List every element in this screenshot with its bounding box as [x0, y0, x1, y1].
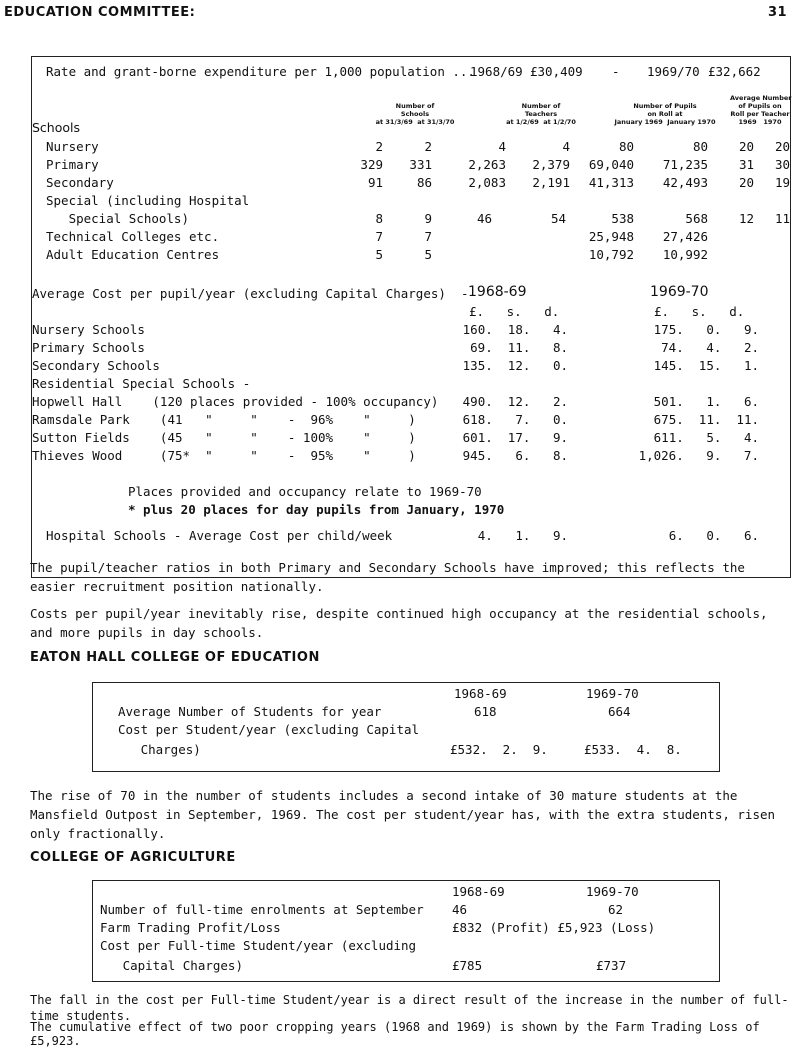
cost-1968: 135. 12. 0. [462, 358, 568, 373]
schools-1969: 2 [375, 139, 383, 154]
avg-1970: 30 [774, 157, 790, 172]
agri-row1-label: Number of full-time enrolments at September [100, 902, 424, 917]
agri-row3-1969: £737 [596, 958, 627, 973]
cost-1969: 611. 5. 4. [653, 430, 759, 445]
eaton-row1-1968: 618 [474, 704, 497, 719]
pupils-1970: 27,426 [662, 229, 708, 244]
cost-row-label: Hopwell Hall (120 places provided - 100% occupancy) [32, 394, 439, 409]
agri-row2-values: £832 (Profit) £5,923 (Loss) [452, 920, 656, 935]
agri-year-1969: 1969-70 [586, 884, 639, 899]
schools-1969: 329 [360, 157, 383, 172]
row-name: Adult Education Centres [46, 247, 220, 262]
cost-heading: Average Cost per pupil/year (excluding Capital Charges) - [32, 286, 469, 301]
schools-1970: 9 [424, 211, 432, 226]
avg-1970: 19 [774, 175, 790, 190]
paragraph-costs: Costs per pupil/year inevitably rise, despite continued high occupancy at the residential schools, and more pupils in day schools. [30, 606, 768, 640]
avg-1969: 20 [738, 139, 754, 154]
schools-1970: 331 [409, 157, 432, 172]
cost-1969: 175. 0. 9. [653, 322, 759, 337]
pupils-1970: 42,493 [662, 175, 708, 190]
pupils-1970: 80 [692, 139, 708, 154]
paragraph-ratios: The pupil/teacher ratios in both Primary and Secondary Schools have improved; this reflects the easier recruitment position nationally. [30, 560, 745, 594]
pupils-1969: 538 [611, 211, 634, 226]
agri-row1-1969: 62 [608, 902, 624, 917]
page-number: 31 [768, 5, 788, 20]
schools-1970: 2 [424, 139, 432, 154]
agri-row3-label-a: Cost per Full-time Student/year (excluding [100, 938, 417, 953]
cost-year-1968: 1968-69 [468, 284, 527, 300]
eaton-row2-1969: £533. 4. 8. [584, 742, 682, 757]
schools-heading: Schools [32, 120, 81, 135]
cost-1968: 601. 17. 9. [462, 430, 568, 445]
teachers-1969: 2,083 [468, 175, 506, 190]
eaton-title: EATON HALL COLLEGE OF EDUCATION [30, 650, 320, 665]
eaton-year-1969: 1969-70 [586, 686, 639, 701]
header-avg-pupils-per-teacher: Average Number of Pupils on Roll per Teacher 1969 1970 [730, 94, 792, 126]
eaton-year-1968: 1968-69 [454, 686, 507, 701]
eaton-row2-1968: £532. 2. 9. [450, 742, 548, 757]
schools-1970: 5 [424, 247, 432, 262]
schools-1970: 7 [424, 229, 432, 244]
cost-row-label: Secondary Schools [32, 358, 160, 373]
pupils-1969: 69,040 [588, 157, 634, 172]
agri-row1-1968: 46 [452, 902, 468, 917]
cost-1968: 69. 11. 8. [470, 340, 568, 355]
avg-1969: 31 [738, 157, 754, 172]
agri-year-1968: 1968-69 [452, 884, 505, 899]
schools-1970: 86 [416, 175, 432, 190]
eaton-row2-label-b: Charges) [118, 742, 201, 757]
schools-1969: 8 [375, 211, 383, 226]
cost-1969: 145. 15. 1. [653, 358, 759, 373]
expenditure-value-1969: £32,662 [708, 64, 761, 79]
pupils-1970: 10,992 [662, 247, 708, 262]
cost-1969: 675. 11. 11. [653, 412, 759, 427]
hospital-label: Hospital Schools - Average Cost per child/week [46, 528, 393, 543]
avg-1969: 12 [738, 211, 754, 226]
teachers-1970: 2,191 [532, 175, 570, 190]
eaton-row1-label: Average Number of Students for year [118, 704, 382, 719]
pupils-1969: 10,792 [588, 247, 634, 262]
cost-1969: 1,026. 9. 7. [638, 448, 759, 463]
cost-1968: 160. 18. 4. [462, 322, 568, 337]
hospital-cost-1969: 6. 0. 6. [668, 528, 759, 543]
cost-row-label: Ramsdale Park (41 " " - 96% " ) [32, 412, 416, 427]
occupancy-note: Places provided and occupancy relate to 1969-70 [128, 484, 482, 499]
cost-row-label: Sutton Fields (45 " " - 100% " ) [32, 430, 416, 445]
row-name: Secondary [46, 175, 114, 190]
page-header-title: EDUCATION COMMITTEE: [4, 5, 196, 20]
paragraph-eaton: The rise of 70 in the number of students includes a second intake of 30 mature students at the Mansfield Outpost in September, 1969. The cost per student/year has, with the extra students, risen only fractionally. [30, 788, 776, 841]
teachers-1970: 54 [550, 211, 566, 226]
cost-1968: 618. 7. 0. [462, 412, 568, 427]
header-pupils-on-roll: Number of Pupils on Roll at January 1969 January 1970 [614, 102, 716, 126]
expenditure-dash: - [612, 64, 620, 79]
agri-row3-label-b: Capital Charges) [100, 958, 243, 973]
agri-title: COLLEGE OF AGRICULTURE [30, 850, 236, 865]
expenditure-value-1968: £30,409 [530, 64, 583, 79]
cost-row-label: Primary Schools [32, 340, 145, 355]
row-name: Special (including Hospital [46, 193, 250, 208]
cost-1969: 74. 4. 2. [661, 340, 759, 355]
teachers-1969: 4 [498, 139, 506, 154]
cost-1969: 501. 1. 6. [653, 394, 759, 409]
teachers-1969: 2,263 [468, 157, 506, 172]
row-name: Nursery [46, 139, 99, 154]
schools-1969: 91 [367, 175, 383, 190]
header-number-of-teachers: Number of Teachers at 1/2/69 at 1/2/70 [506, 102, 576, 126]
eaton-row1-1969: 664 [608, 704, 631, 719]
avg-1969: 20 [738, 175, 754, 190]
cost-row-label: Nursery Schools [32, 322, 145, 337]
expenditure-year-1968: 1968/69 [470, 64, 523, 79]
cost-1968: 490. 12. 2. [462, 394, 568, 409]
header-number-of-schools: Number of Schools at 31/3/69 at 31/3/70 [375, 102, 455, 126]
eaton-row2-label-a: Cost per Student/year (excluding Capital [118, 722, 420, 737]
schools-1969: 5 [375, 247, 383, 262]
hospital-cost-1968: 4. 1. 9. [477, 528, 568, 543]
lsd-header-1968: £. s. d. [469, 304, 560, 319]
teachers-1970: 2,379 [532, 157, 570, 172]
agri-row3-1968: £785 [452, 958, 483, 973]
avg-1970: 11 [774, 211, 790, 226]
pupils-1969: 41,313 [588, 175, 634, 190]
expenditure-label: Rate and grant-borne expenditure per 1,000 population ... [46, 64, 475, 79]
pupils-1969: 80 [618, 139, 634, 154]
cost-1968: 945. 6. 8. [462, 448, 568, 463]
row-name: Technical Colleges etc. [46, 229, 220, 244]
cost-year-1969: 1969-70 [650, 284, 709, 300]
pupils-1970: 568 [685, 211, 708, 226]
pupils-1969: 25,948 [588, 229, 634, 244]
agri-row2-label: Farm Trading Profit/Loss [100, 920, 281, 935]
teachers-1970: 4 [562, 139, 570, 154]
paragraph-fall-in-cost: The fall in the cost per Full-time Student/year is a direct result of the increase in the number of full-time students. [30, 993, 789, 1023]
paragraph-cumulative-effect: The cumulative effect of two poor cropping years (1968 and 1969) is shown by the Farm Trading Loss of £5,923. [30, 1020, 760, 1048]
avg-1970: 20 [774, 139, 790, 154]
row-name: Primary [46, 157, 99, 172]
row-name: Special Schools) [46, 211, 189, 226]
lsd-header-1969: £. s. d. [654, 304, 745, 319]
day-pupils-note: * plus 20 places for day pupils from January, 1970 [128, 502, 505, 517]
cost-row-label: Thieves Wood (75* " " - 95% " ) [32, 448, 416, 463]
cost-row-label: Residential Special Schools - [32, 376, 251, 391]
expenditure-year-1969: 1969/70 [647, 64, 700, 79]
pupils-1970: 71,235 [662, 157, 708, 172]
schools-1969: 7 [375, 229, 383, 244]
teachers-1969: 46 [476, 211, 492, 226]
